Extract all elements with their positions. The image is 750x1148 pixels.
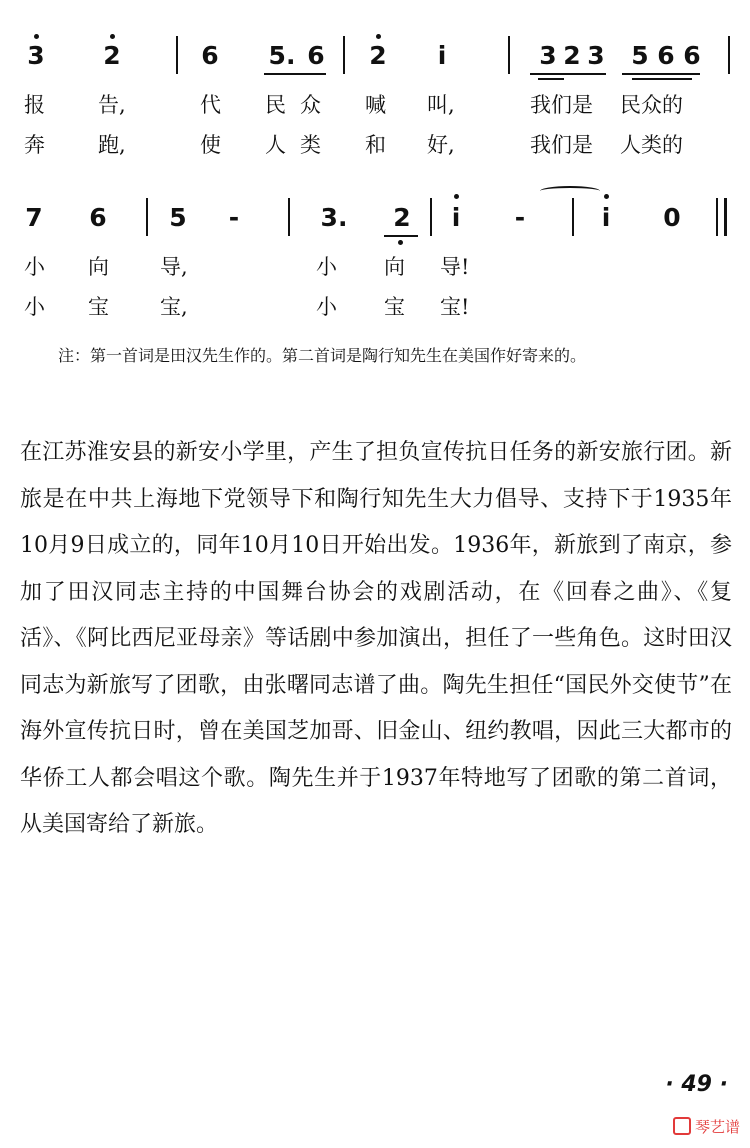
score-line-2 [0, 198, 750, 238]
lyric-row-verse1 [0, 250, 750, 284]
lyric: 向 [384, 255, 405, 279]
footnote: 注：第一首词是田汉先生作的。第二首词是陶行知先生在美国作好寄来的。 [58, 346, 587, 365]
bar-line [146, 198, 148, 236]
lyric: 小 [24, 255, 45, 279]
note: i [451, 203, 461, 232]
beam-underline [530, 73, 606, 75]
beam-underline [538, 78, 564, 80]
lyric: 向 [88, 255, 109, 279]
bar-line [176, 36, 178, 74]
lyric: 好, [427, 133, 455, 157]
body-paragraph [20, 430, 732, 849]
final-bar-line [716, 198, 718, 236]
octave-dot [398, 240, 403, 245]
note: 2 [563, 41, 581, 70]
lyric: 导, [160, 255, 188, 279]
tie-slur [540, 186, 600, 196]
score-line-1 [0, 36, 750, 76]
note: 5. [268, 41, 296, 70]
lyric: 喊 [365, 93, 386, 117]
lyric: 报 [24, 93, 45, 117]
lyric: 宝 [384, 295, 405, 319]
note: - [228, 203, 240, 232]
lyric: 小 [316, 255, 337, 279]
octave-dot [110, 34, 115, 39]
lyric: 民众的 [620, 93, 683, 117]
note: 6 [201, 41, 219, 70]
lyric: 人类的 [620, 133, 683, 157]
note: 3. [320, 203, 348, 232]
lyric: 我们是 [530, 133, 593, 157]
lyric-row-verse2 [0, 290, 750, 324]
beam-underline [632, 78, 692, 80]
bar-line [343, 36, 345, 74]
octave-dot [604, 194, 609, 199]
bar-line [430, 198, 432, 236]
note: 5 [169, 203, 187, 232]
lyric: 小 [24, 295, 45, 319]
lyric: 类 [300, 133, 321, 157]
lyric: 叫, [427, 93, 455, 117]
note: 2 [103, 41, 121, 70]
bar-line [288, 198, 290, 236]
note: 2 [393, 203, 411, 232]
logo-icon [673, 1117, 691, 1135]
lyric: 宝! [440, 295, 470, 319]
note: - [514, 203, 526, 232]
note: 3 [587, 41, 605, 70]
lyric: 小 [316, 295, 337, 319]
lyric: 告, [98, 93, 126, 117]
lyric: 众 [300, 93, 321, 117]
lyric: 奔 [24, 133, 45, 157]
lyric: 我们是 [530, 93, 593, 117]
bar-line [572, 198, 574, 236]
note: 5 [631, 41, 649, 70]
lyric: 人 [265, 133, 286, 157]
lyric: 民 [265, 93, 286, 117]
lyric-row-verse1 [0, 88, 750, 122]
lyric-row-verse2 [0, 128, 750, 162]
final-bar-line [724, 198, 727, 236]
note: 3 [27, 41, 45, 70]
bar-line [728, 36, 730, 74]
note: i [437, 41, 447, 70]
note: 0 [663, 203, 681, 232]
note: 6 [89, 203, 107, 232]
watermark [673, 1116, 740, 1137]
octave-dot [454, 194, 459, 199]
beam-underline [384, 235, 418, 237]
note: i [601, 203, 611, 232]
lyric: 跑, [98, 133, 126, 157]
page-number: · 49 · [665, 1072, 728, 1097]
note: 6 [683, 41, 701, 70]
lyric: 和 [365, 133, 386, 157]
octave-dot [34, 34, 39, 39]
lyric: 宝, [160, 295, 188, 319]
lyric: 导! [440, 255, 470, 279]
watermark-text: 琴艺谱 [694, 1118, 740, 1136]
lyric: 使 [200, 133, 221, 157]
lyric: 宝 [88, 295, 109, 319]
lyric: 代 [200, 93, 221, 117]
note: 2 [369, 41, 387, 70]
note: 6 [657, 41, 675, 70]
note: 6 [307, 41, 325, 70]
beam-underline [264, 73, 326, 75]
beam-underline [622, 73, 700, 75]
octave-dot [376, 34, 381, 39]
bar-line [508, 36, 510, 74]
paragraph-text: 在江苏淮安县的新安小学里，产生了担负宣传抗日任务的新安旅行团。新旅是在中共上海地下党领导下和陶行知先生大力倡导、支持下于1935年10月9日成立的，同年10月10日开始出发。1936年，新旅到了南京，参加了田汉同志主持的中国舞台协会的戏剧活动，在《回春之曲》、《复活》、《阿比西尼亚母亲》等话剧中参加演出，担任了一些角色。这时田汉同志为新旅写了团歌，由张曙同志谱了曲。陶先生担任“国民外交使节”在海外宣传抗日时，曾在美国芝加哥、旧金山、纽约教唱，因此三大都市的华侨工人都会唱这个歌。陶先生并于1937年特地写了团歌的第二首词，从美国寄给了新旅。 [20, 440, 732, 837]
note: 7 [25, 203, 43, 232]
note: 3 [539, 41, 557, 70]
